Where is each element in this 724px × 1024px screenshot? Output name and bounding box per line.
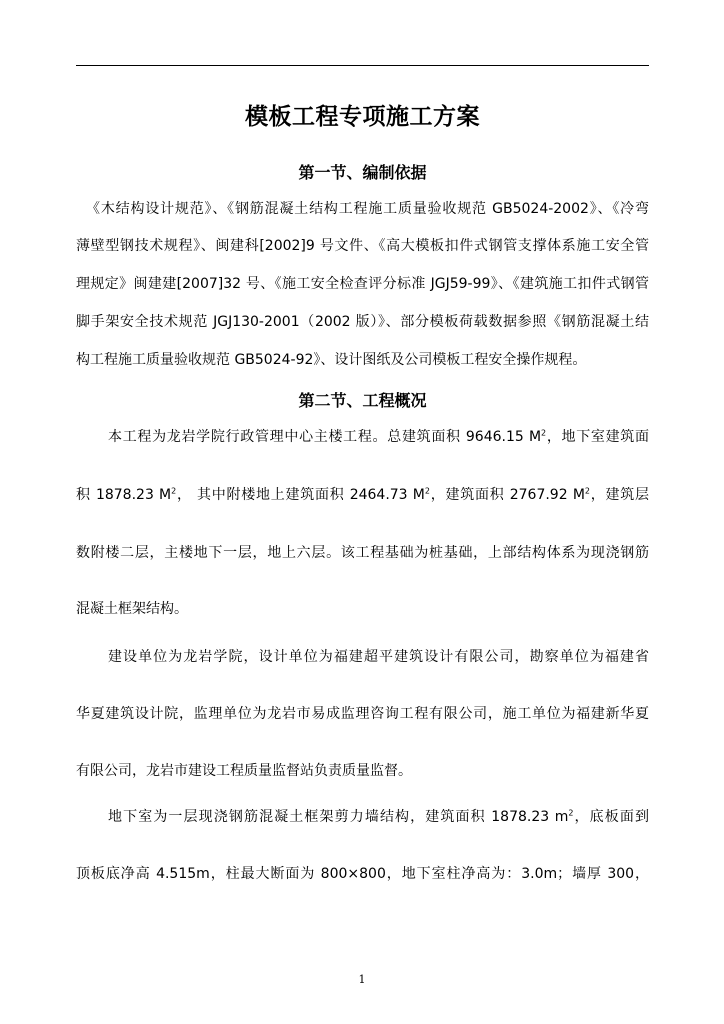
basis-line-5: 构工程施工质量验收规范 GB5024-92》、设计图纸及公司模板工程安全操作规程。 xyxy=(76,352,587,368)
basis-line-4: 脚手架安全技术规范 JGJ130-2001（2002 版）》、部分模板荷载数据参照《钢筋混凝土结 xyxy=(76,314,649,330)
basis-line-1: 《木结构设计规范》、《钢筋混凝土结构工程施工质量验收规范 GB5024-2002》、《冷弯 xyxy=(86,201,649,217)
overview-p1-line-1: 本工程为龙岩学院行政管理中心主楼工程。总建筑面积 9646.15 $M^2$，地下室建筑面 xyxy=(108,428,650,445)
document-title: 模板工程专项施工方案 xyxy=(245,104,480,130)
overview-p1-line-3: 数附楼二层，主楼地下一层，地上六层。该工程基础为桩基础，上部结构体系为现浇钢筋 xyxy=(76,545,649,561)
overview-p2-line-3: 有限公司，龙岩市建设工程质量监督站负责质量监督。 xyxy=(76,763,412,779)
overview-p3-line-2: 顶板底净高 4.515m，柱最大断面为 800×800，地下室柱净高为：3.0m；墙厚 300， xyxy=(76,866,649,882)
overview-p1-line-2: 积 1878.23 $M^2$， 其中附楼地上建筑面积 2464.73 $M^2$，建筑面积 2767.92 $M^2$，建筑层 xyxy=(76,486,650,503)
overview-p3-line-1: 地下室为一层现浇钢筋混凝土框架剪力墙结构，建筑面积 1878.23 $m^2$，底板面到 xyxy=(108,808,649,825)
overview-p2-line-1: 建设单位为龙岩学院，设计单位为福建超平建筑设计有限公司，勘察单位为福建省 xyxy=(108,649,649,665)
overview-p1-line-4: 混凝土框架结构。 xyxy=(76,601,188,617)
section-heading-basis: 第一节、编制依据 xyxy=(298,163,427,182)
page-number: 1 xyxy=(358,973,366,986)
header-rule xyxy=(76,65,649,66)
section-heading-overview: 第二节、工程概况 xyxy=(298,391,427,410)
basis-line-3: 理规定》闽建建[2007]32 号、《施工安全检查评分标准 JGJ59-99》、《建筑施工扣件式钢管 xyxy=(76,276,649,292)
basis-line-2: 薄壁型钢技术规程》、闽建科[2002]9 号文件、《高大模板扣件式钢管支撑体系施工安全管 xyxy=(76,238,649,254)
overview-p2-line-2: 华夏建筑设计院，监理单位为龙岩市易成监理咨询工程有限公司，施工单位为福建新华夏 xyxy=(76,706,649,722)
